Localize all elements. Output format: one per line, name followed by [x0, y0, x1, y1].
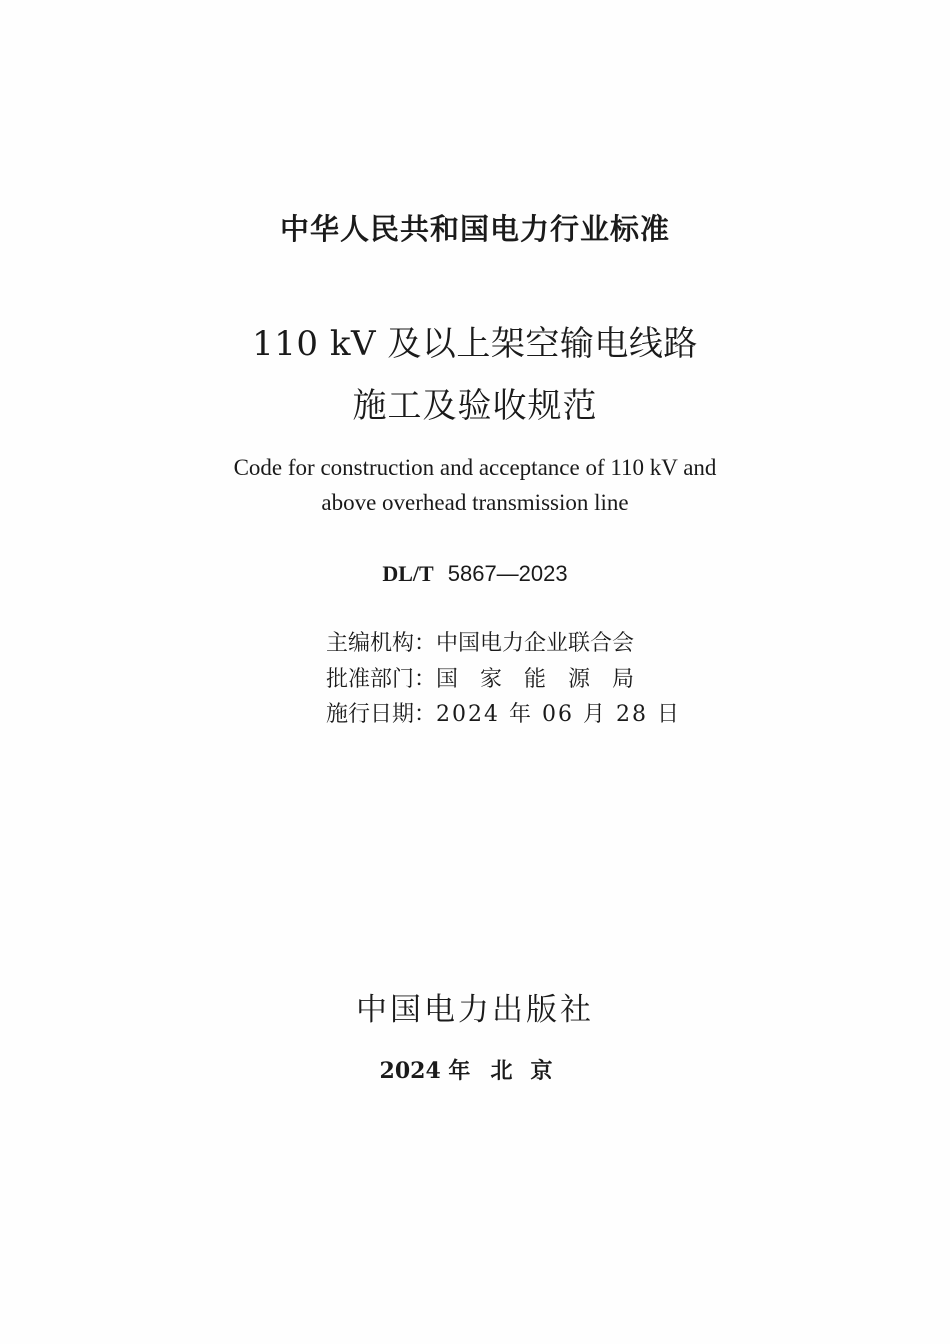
- industry-standard-header: 中华人民共和国电力行业标准: [279, 212, 670, 246]
- approver-label: 批准部门：: [326, 667, 437, 692]
- effective-date-row: [326, 697, 681, 728]
- effective-date-label: 施行日期：: [326, 702, 437, 727]
- effective-date-value: 2024 年 06 月 28 日: [436, 702, 681, 727]
- title-chinese-line-2: 施工及验收规范: [352, 386, 598, 426]
- editor-label: 主编机构：: [326, 631, 437, 656]
- publication-info: [0, 1054, 950, 1085]
- editor-row: [326, 626, 634, 657]
- publication-city: 北京: [490, 1058, 571, 1084]
- publication-year: 2024 年: [379, 1058, 471, 1084]
- standard-code-number: 5867—2023: [447, 561, 568, 586]
- editor-value: 中国电力企业联合会: [436, 631, 635, 656]
- title-chinese-line-1: 110 kV 及以上架空输电线路: [252, 324, 698, 364]
- title-english-line-2: above overhead transmission line: [321, 490, 629, 515]
- approver-value: 国家能源局: [436, 667, 657, 692]
- publisher-name: 中国电力出版社: [356, 992, 594, 1028]
- standard-code-prefix: DL/T: [382, 561, 434, 586]
- standard-code: [0, 561, 950, 587]
- title-english-line-1: Code for construction and acceptance of 110 kV and: [233, 455, 717, 480]
- approver-row: [326, 662, 656, 693]
